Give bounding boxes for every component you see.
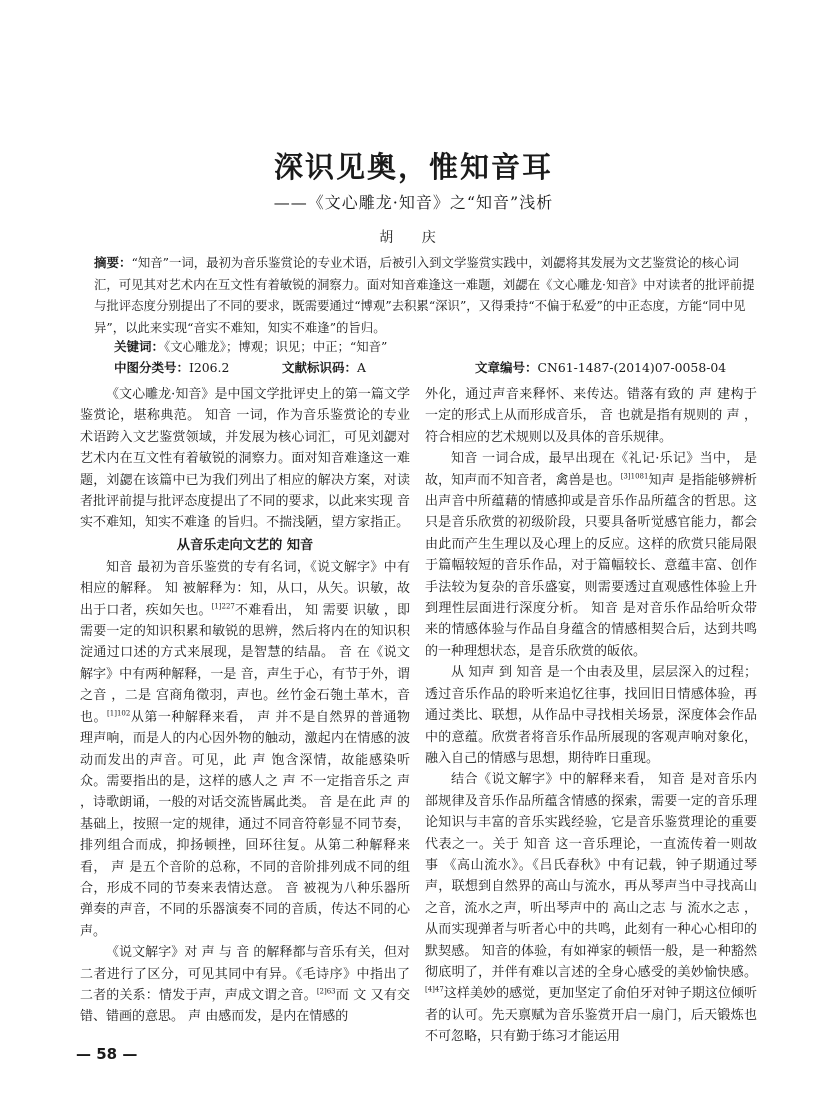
right-column <box>425 384 757 1044</box>
clc-label: 中图分类号： <box>114 360 190 375</box>
article-number-value: CN61-1487-(2014)07-0058-04 <box>537 360 727 375</box>
classification-line <box>114 359 754 379</box>
body-text: 不难看出， 知 需要 识敏 ，即需要一定的知识积累和敏锐的思辨，然后将内在的知识积淀通过口述的方式来展现，是智慧的结晶。 音 在《说文解字》中有两种解释，一是 音，声生于心，有节于外，谓之音 ，二是 宫商角徵羽，声也。丝竹金石匏土革木，音也。 <box>80 602 410 725</box>
abstract-text: “知音”一词，最初为音乐鉴赏论的专业术语，后被引入到文学鉴赏实践中，刘勰将其发展为文艺鉴赏论的核心词汇，可见其对艺术内在互文性有着敏锐的洞察力。面对知音难逢这一难题，刘勰在《文心雕龙·知音》中对读者的批评前提与批评态度分别提出了不同的要求，既需要通过“博观”去积累“深识”，又得秉持“不偏于私爱”的中正态度，方能“同中见异”，以此来实现“音实不难知，知实不难逢”的旨归。 <box>94 255 755 335</box>
keywords-text: 《文心雕龙》；博观；识见；中正；“知音” <box>164 339 388 354</box>
page-number: — 58 — <box>76 1045 138 1063</box>
citation-marker: [1]102 <box>107 709 131 718</box>
body-text: 这样美妙的感觉，更加坚定了俞伯牙对钟子期这位倾听者的认可。先天禀赋为音乐鉴赏开启一扇门，后天锻炼也不可忽略，只有勤于练习才能运用 <box>425 986 757 1044</box>
clc-value: I206.2 <box>189 360 230 375</box>
intro-paragraph: 《文心雕龙·知音》是中国文学批评史上的第一篇文学鉴赏论，堪称典范。 知音 一词，作为音乐鉴赏论的专业术语跨入文艺鉴赏领域，并发展为核心词汇，可见刘勰对艺术内在互文性有着敏锐的洞察力。面对知音难逢这一难题，刘勰在该篇中已为我们列出了相应的解决方案，对读者批评前提与批评态度提出了不同的要求，以此来实现 音实不难知，知实不难逢 的旨归。不揣浅陋，望方家指正。 <box>80 387 410 531</box>
article-number-label: 文章编号： <box>475 360 538 375</box>
keywords <box>114 338 754 356</box>
body-text: 《说文解字》对 声 与 音 的解释都与音乐有关，但对二者进行了区分，可见其同中有异。《毛诗序》中指出了二者的关系：情发于声，声成文谓之音。 <box>80 945 410 1003</box>
abstract-label: 摘要： <box>94 255 132 270</box>
citation-marker: [3]1081 <box>620 472 649 481</box>
body-paragraph <box>80 557 410 942</box>
body-text: 知音 最初为音乐鉴赏的专有名词，《说文解字》中有相应的解释。 知 被解释为：知，从口，从矢。识敏，故出于口者，疾如矢也。 <box>80 559 410 618</box>
body-paragraph: 外化，通过声音来释怀、来传达。错落有致的 声 建构于一定的形式上从而形成音乐， 音 也就是指有规则的 声 ，符合相应的艺术规则以及具体的音乐规律。 <box>425 387 757 445</box>
clc-number <box>114 359 229 377</box>
citation-marker: [4]47 <box>425 986 444 995</box>
citation-marker: [1]227 <box>211 602 235 611</box>
abstract <box>94 252 759 338</box>
article-subtitle: ——《文心雕龙·知音》之“知音”浅析 <box>273 193 554 212</box>
body-text: 结合《说文解字》中的解释来看， 知音 是对音乐内部规律及音乐作品所蕴含情感的探索，需要一定的音乐理论知识与丰富的音乐实践经验，它是音乐鉴赏理论的重要代表之一。关于 知音 这一音乐理论，一直流传着一则故事 《高山流水》。《吕氏春秋》中有记载，钟子期通过琴声，联想到自然界的高山与流水，再从琴声当中寻找高山之音，流水之声，听出琴声中的 高山之志 与 流水之志 ，从而实现弹者与听者心中的共鸣，此刻有一种心心相印的默契感。 知音的体验，有如禅家的顿悟一般，是一种豁然彻底明了，并伴有难以言述的全身心感受的美妙愉快感。 <box>425 772 757 980</box>
body-paragraph: 从 知声 到 知音 是一个由表及里，层层深入的过程；透过音乐作品的聆听来追忆往事，找回旧日情感体验，再通过类比、联想，从作品中寻找相关场景，深度体会作品中的意蕴。欣赏者将音乐作品所展现的客观声响对象化，融入自己的情感与思想，期待昨日重现。 <box>425 665 757 766</box>
section-heading: 从音乐走向文艺的 知音 <box>176 537 314 553</box>
left-column <box>80 384 410 1044</box>
document-code-value: A <box>357 360 366 375</box>
body-text: 从第一种解释来看， 声 并不是自然界的普通物理声响，而是人的内心因外物的触动，激起内在情感的波动而发出的声音。可见，此 声 饱含深情，故能感染听众。需要指出的是，这样的感人之 声 不一定指音乐之 声 ，诗歌朗诵，一般的对话交流皆属此类。 音 是在此 声 的基础上，按照一定的规律，通过不同音符彰显不同节奏，排列组合而成，抑扬顿挫，回环往复。从第二种解释来看， 声 是五个音阶的总称，不同的音阶排列成不同的组合，形成不同的节奏来表情达意。 音 被视为八种乐器所弹奏的声音，不同的乐器演奏不同的音质，传达不同的心声。 <box>80 709 410 939</box>
document-code <box>282 359 366 377</box>
citation-marker: [2]63 <box>316 987 336 996</box>
body-text: 而 文 又有交错、错画的意思。 声 由感而发，是内在情感的 <box>80 987 410 1025</box>
article-title: 深识见奥，惟知音耳 <box>273 150 553 184</box>
author-name: 胡 庆 <box>379 230 448 246</box>
body-text: 知声 是指能够辨析出声音中所蕴藉的情感抑或是音乐作品所蕴含的哲思。这只是音乐欣赏的初级阶段，只要具备听觉感官能力，都会由此而产生生理以及心理上的反应。这样的欣赏只能局限于篇幅较短的音乐作品，对于篇幅较长、意蕴丰富、创作手法较为复杂的音乐盛宴，则需要透过直观感性体验上升到理性层面进行深度分析。 知音 是对音乐作品给听众带来的情感体验与作品自身蕴含的情感相契合后，达到共鸣的一种理想状态，是音乐欣赏的皈依。 <box>425 472 757 659</box>
body-text: 知音 一词合成，最早出现在《礼记·乐记》当中， 是故，知声而不知音者，禽兽是也。 <box>425 451 757 488</box>
body-paragraph <box>425 769 757 1044</box>
document-code-label: 文献标识码： <box>282 360 358 375</box>
body-paragraph <box>425 448 757 662</box>
body-paragraph <box>80 942 410 1028</box>
article-number <box>475 359 726 377</box>
keywords-label: 关键词： <box>114 339 165 354</box>
